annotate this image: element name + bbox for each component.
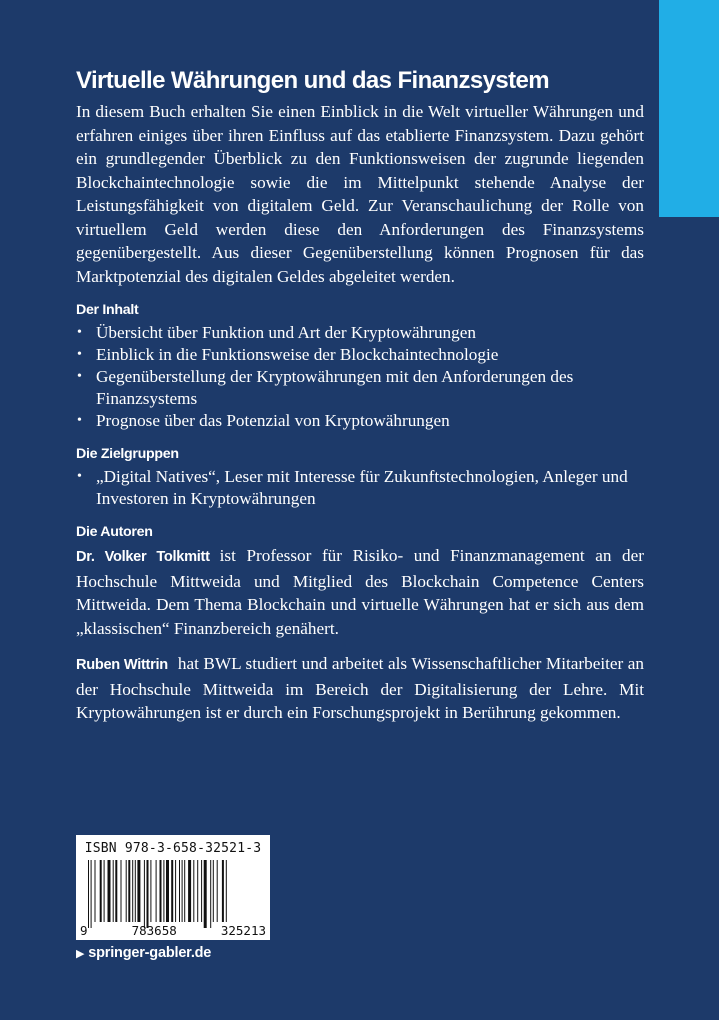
barcode-bar bbox=[204, 860, 207, 928]
barcode-bar bbox=[184, 860, 185, 922]
barcode-bar bbox=[210, 860, 211, 928]
barcode-digit-group: 325213 bbox=[220, 923, 266, 938]
isbn-label: ISBN 978-3-658-32521-3 bbox=[84, 841, 262, 856]
barcode-bar bbox=[222, 860, 224, 922]
barcode-bar bbox=[104, 860, 105, 922]
author-name: Dr. Volker Tolkmitt bbox=[76, 549, 210, 565]
barcode-bar bbox=[137, 860, 140, 922]
inhalt-list bbox=[76, 322, 644, 432]
barcode-bar bbox=[126, 860, 127, 922]
barcode-bar bbox=[217, 860, 218, 922]
isbn-barcode bbox=[76, 835, 270, 940]
back-cover-text bbox=[76, 100, 644, 725]
barcode-bar bbox=[113, 860, 114, 922]
autoren-heading: Die Autoren bbox=[76, 524, 153, 540]
barcode-bar bbox=[95, 860, 96, 922]
barcode-bar bbox=[160, 860, 162, 922]
barcode-bar bbox=[175, 860, 176, 922]
publisher-link[interactable] bbox=[76, 945, 211, 961]
barcode-bar bbox=[182, 860, 183, 922]
accent-tab bbox=[659, 0, 719, 217]
barcode-bar bbox=[144, 860, 145, 928]
barcode-bar bbox=[91, 860, 92, 928]
book-title: Virtuelle Währungen und das Finanzsystem bbox=[76, 67, 549, 95]
barcode-bar bbox=[188, 860, 191, 922]
author-text: hat BWL studiert und arbeitet als Wissenschaftlicher Mitarbeiter an der Hochschule Mittweida im Bereich der Digitalisierung der Lehre. Mit Kryptowährungen ist er durch ein Forschungsprojekt in Berührung gekommen. bbox=[76, 654, 645, 722]
list-item: • Gegenüberstellung der Kryptowährungen mit den Anforderungen des Finanzsystems bbox=[77, 367, 574, 408]
arrow-right-icon: ▶ bbox=[76, 948, 85, 960]
barcode-digit-group: 9 bbox=[80, 923, 88, 938]
author-bio-wittrin bbox=[76, 652, 644, 725]
zielgruppen-heading: Die Zielgruppen bbox=[76, 446, 179, 462]
barcode-bar bbox=[193, 860, 194, 922]
barcode-bar bbox=[132, 860, 133, 922]
list-item: • Prognose über das Potenzial von Kryptowährungen bbox=[77, 411, 450, 430]
barcode-bar bbox=[128, 860, 130, 922]
barcode-digits bbox=[80, 924, 266, 938]
barcode-bar bbox=[100, 860, 102, 922]
barcode-bar bbox=[163, 860, 164, 922]
inhalt-heading: Der Inhalt bbox=[76, 302, 139, 318]
publisher-url: springer-gabler.de bbox=[88, 945, 212, 961]
author-text: ist Professor für Risiko- und Finanzmanagement an der Hochschule Mittweida und Mitglied des Blockchain Competence Centers Mittweida. Dem Thema Blockchain und virtuelle Währungen hat er sich aus dem „klassischen“ Finanzbereich genähert. bbox=[76, 546, 645, 638]
list-item: • Einblick in die Funktionsweise der Blockchaintechnologie bbox=[77, 345, 499, 364]
intro-paragraph: In diesem Buch erhalten Sie einen Einblick in die Welt virtueller Währungen und erfahren einiges über ihren Einfluss auf das etablierte Finanzsystem. Dazu gehört ein grundlegender Überblick zu den Funktionsweisen der zugrunde liegenden Blockchaintechnologie sowie die im Mittelpunkt stehende Analyse der Leistungsfähigkeit von digitalem Geld. Zur Veranschaulichung der Rolle von virtuellem Geld werden diese den Anforderungen des Finanzsystems gegenübergestellt. Aus dieser Gegenüberstellung können Prognosen für das Marktpotenzial des digitalen Geldes abgeleitet werden. bbox=[76, 102, 644, 286]
list-item: • Übersicht über Funktion und Art der Kryptowährungen bbox=[77, 323, 476, 342]
barcode-bar bbox=[150, 860, 151, 922]
barcode-bar bbox=[179, 860, 180, 922]
barcode-bar bbox=[147, 860, 149, 928]
author-name: Ruben Wittrin bbox=[76, 657, 168, 673]
barcode-bar bbox=[156, 860, 157, 922]
barcode-bar bbox=[135, 860, 136, 922]
barcode-digit-group: 783658 bbox=[131, 923, 177, 938]
barcode-bar bbox=[213, 860, 214, 922]
barcode-bar bbox=[166, 860, 169, 922]
list-item: • „Digital Natives“, Leser mit Interesse für Zukunftstechnologien, Anleger und Investoren in Kryptowährungen bbox=[77, 467, 628, 508]
barcode-bar bbox=[201, 860, 202, 922]
barcode-bars bbox=[84, 860, 262, 928]
barcode-bar bbox=[115, 860, 117, 922]
barcode-bar bbox=[197, 860, 198, 922]
author-bio-tolkmitt bbox=[76, 544, 644, 640]
barcode-bar bbox=[108, 860, 111, 922]
barcode-bar bbox=[121, 860, 122, 922]
barcode-bar bbox=[226, 860, 227, 922]
barcode-bar bbox=[171, 860, 173, 922]
zielgruppen-list bbox=[76, 466, 644, 510]
barcode-bar bbox=[88, 860, 89, 928]
